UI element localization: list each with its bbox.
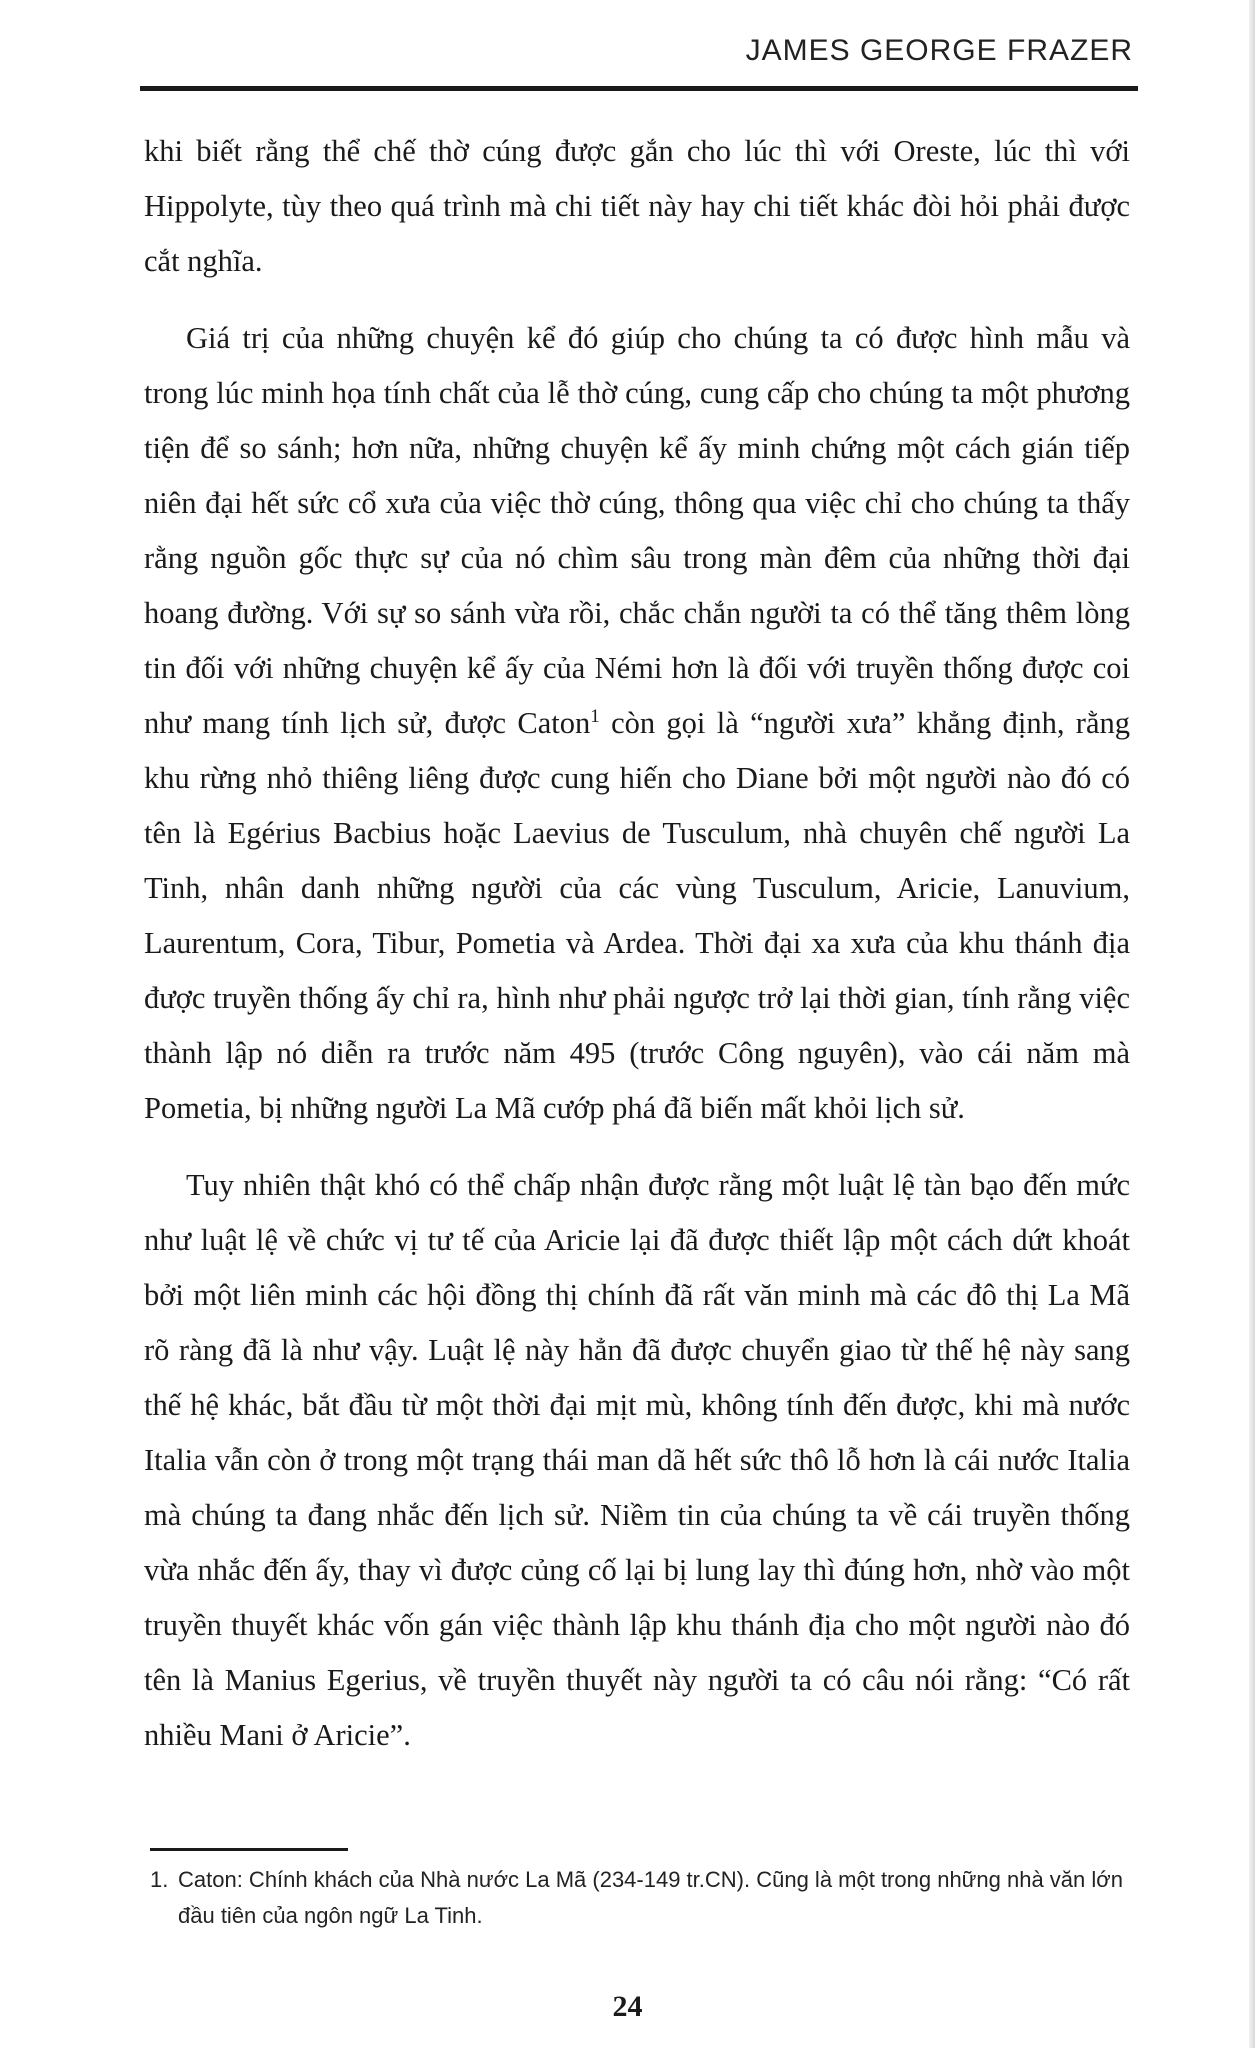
page-number: 24 [612,1990,643,2023]
page-edge-shadow [1249,0,1255,2048]
body-text [144,124,1130,1763]
footnote-rule [150,1848,348,1851]
paragraph-2 [144,311,1130,1136]
paragraph-3: Tuy nhiên thật khó có thể chấp nhận được rằng một luật lệ tàn bạo đến mức như luật lệ về chức vị tư tế của Aricie lại đã được thiết lập một cách dứt khoát bởi một liên minh các hội đồng thị chính đã rất văn minh mà các đô thị La Mã rõ ràng đã là như vậy. Luật lệ này hẳn đã được chuyển giao từ thế hệ này sang thế hệ khác, bắt đầu từ một thời đại mịt mù, không tính đến được, khi mà nước Italia vẫn còn ở trong một trạng thái man dã hết sức thô lỗ hơn là cái nước Italia mà chúng ta đang nhắc đến lịch sử. Niềm tin của chúng ta về cái truyền thống vừa nhắc đến ấy, thay vì được củng cố lại bị lung lay thì đúng hơn, nhờ vào một truyền thuyết khác vốn gán việc thành lập khu thánh địa cho một người nào đó tên là Manius Egerius, về truyền thuyết này người ta có câu nói rằng: “Có rất nhiều Mani ở Aricie”. [144,1168,1130,1752]
paragraph-1: khi biết rằng thể chế thờ cúng được gắn cho lúc thì với Oreste, lúc thì với Hippolyte, tùy theo quá trình mà chi tiết này hay chi tiết khác đòi hỏi phải được cắt nghĩa. [144,134,1130,278]
paragraph-2-part-1: Giá trị của những chuyện kể đó giúp cho chúng ta có được hình mẫu và trong lúc minh họa tính chất của lễ thờ cúng, cung cấp cho chúng ta một phương tiện để so sánh; hơn nữa, những chuyện kể ấy minh chứng một cách gián tiếp niên đại hết sức cổ xưa của việc thờ cúng, thông qua việc chỉ cho chúng ta thấy rằng nguồn gốc thực sự của nó chìm sâu trong màn đêm của những thời đại hoang đường. Với sự so sánh vừa rồi, chắc chắn người ta có thể tăng thêm lòng tin đối với những chuyện kể ấy của Némi hơn là đối với truyền thống được coi như mang tính lịch sử, được Caton [144,321,1130,740]
header-rule [140,86,1138,91]
footnote-reference: 1 [590,705,600,727]
footnote [150,1862,1134,1934]
footnote-number: 1. [150,1867,169,1892]
running-header-author: JAMES GEORGE FRAZER [745,34,1133,67]
footnote-text: Caton: Chính khách của Nhà nước La Mã (234-149 tr.CN). Cũng là một trong những nhà văn lớn đầu tiên của ngôn ngữ La Tinh. [178,1867,1123,1928]
paragraph-2-part-2: còn gọi là “người xưa” khẳng định, rằng khu rừng nhỏ thiêng liêng được cung hiến cho Diane bởi một người nào đó có tên là Egérius Bacbius hoặc Laevius de Tusculum, nhà chuyên chế người La Tinh, nhân danh những người của các vùng Tusculum, Aricie, Lanuvium, Laurentum, Cora, Tibur, Pometia và Ardea. Thời đại xa xưa của khu thánh địa được truyền thống ấy chỉ ra, hình như phải ngược trở lại thời gian, tính rằng việc thành lập nó diễn ra trước năm 495 (trước Công nguyên), vào cái năm mà Pometia, bị những người La Mã cướp phá đã biến mất khỏi lịch sử. [144,706,1130,1125]
footnote-row [150,1862,1134,1934]
